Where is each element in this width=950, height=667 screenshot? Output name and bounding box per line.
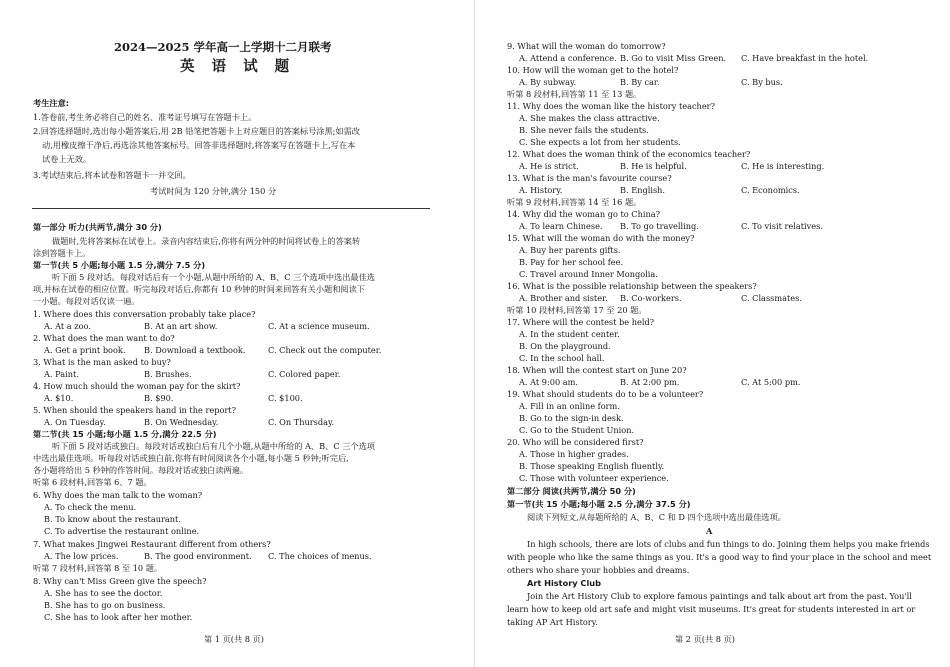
section1-intro: 项,并标在试卷的相应位置。听完每段对话后,你都有 10 秒钟的时间来回答有关小题和阅读下 xyxy=(33,284,365,294)
option-c: C. Go to the Student Union. xyxy=(519,425,635,435)
option-a: A. Get a print book. xyxy=(44,345,126,355)
page-number: 第 2 页(共 8 页) xyxy=(675,634,735,644)
option-c: C. The choices of menus. xyxy=(268,551,372,561)
option-b: B. Pay for her school fee. xyxy=(519,257,624,267)
option-b: B. English. xyxy=(620,185,666,195)
exam-time: 考试时间为 120 分钟,满分 150 分 xyxy=(150,186,277,196)
question-stem: 2. What does the man want to do? xyxy=(33,333,175,343)
option-a: A. She makes the class attractive. xyxy=(519,113,660,123)
question-stem: 7. What makes Jingwei Restaurant different from others? xyxy=(33,539,271,549)
question-stem: 1. Where does this conversation probably take place? xyxy=(33,309,256,319)
option-a: A. He is strict. xyxy=(519,161,579,171)
part2-intro: 阅读下列短文,从每题所给的 A、B、C 和 D 四个选项中选出最佳选项。 xyxy=(527,512,786,522)
part1-heading: 第一部分 听力(共两节,满分 30 分) xyxy=(33,222,162,232)
question-stem: 8. Why can't Miss Green give the speech? xyxy=(33,576,207,586)
notice-line: 2.回答选择题时,选出每小题答案后,用 2B 铅笔把答题卡上对应题目的答案标号涂黑;如需改 xyxy=(33,126,360,136)
section2-intro: 中选出最佳选项。听每段对话或独白前,你将有时间阅读各个小题,每小题 5 秒钟;听完后, xyxy=(33,453,349,463)
question-stem: 9. What will the woman do tomorrow? xyxy=(507,41,666,51)
passage-line: others who share your hobbies and dreams. xyxy=(507,565,690,575)
option-c: C. Have breakfast in the hotel. xyxy=(741,53,869,63)
question-stem: 12. What does the woman think of the economics teacher? xyxy=(507,149,751,159)
option-b: B. She has to go on business. xyxy=(44,600,166,610)
option-c: C. Those with volunteer experience. xyxy=(519,473,669,483)
option-c: C. Classmates. xyxy=(741,293,802,303)
material-note: 听第 9 段材料,回答第 14 至 16 题。 xyxy=(507,197,642,207)
section2-heading: 第二节(共 15 小题;每小题 1.5 分,满分 22.5 分) xyxy=(33,429,217,439)
option-a: A. She has to see the doctor. xyxy=(44,588,163,598)
section2-intro: 各小题将给出 5 秒钟的作答时间。每段对话或独白读两遍。 xyxy=(33,465,249,475)
option-b: B. Go to visit Miss Green. xyxy=(620,53,727,63)
option-c: C. Economics. xyxy=(741,185,800,195)
option-b: B. She never fails the students. xyxy=(519,125,649,135)
option-b: B. Co-workers. xyxy=(620,293,682,303)
part2-section1-heading: 第一节(共 15 小题;每小题 2.5 分,满分 37.5 分) xyxy=(507,499,691,509)
material-note: 听第 8 段材料,回答第 11 至 13 题。 xyxy=(507,89,642,99)
question-stem: 14. Why did the woman go to China? xyxy=(507,209,661,219)
exam-title: 2024—2025 学年高一上学期十二月联考 xyxy=(114,40,332,54)
material-note: 听第 6 段材料,回答第 6、7 题。 xyxy=(33,477,152,487)
option-b: B. Brushes. xyxy=(144,369,192,379)
option-a: A. Brother and sister. xyxy=(519,293,608,303)
option-c: C. By bus. xyxy=(741,77,783,87)
option-a: A. To check the menu. xyxy=(44,502,137,512)
option-b: B. $90. xyxy=(144,393,174,403)
option-b: B. He is helpful. xyxy=(620,161,687,171)
passage-line: taking AP Art History. xyxy=(507,617,598,627)
option-b: B. At an art show. xyxy=(144,321,218,331)
notice-line: 3.考试结束后,将本试卷和答题卡一并交回。 xyxy=(33,170,191,180)
material-note: 听第 7 段材料,回答第 8 至 10 题。 xyxy=(33,563,163,573)
question-stem: 5. When should the speakers hand in the report? xyxy=(33,405,236,415)
page-fold xyxy=(474,0,475,667)
option-a: A. Paint. xyxy=(44,369,79,379)
option-c: C. $100. xyxy=(268,393,303,403)
option-c: C. Colored paper. xyxy=(268,369,341,379)
option-c: C. He is interesting. xyxy=(741,161,825,171)
option-b: B. By car. xyxy=(620,77,660,87)
club-title: Art History Club xyxy=(527,578,601,588)
option-a: A. Attend a conference. xyxy=(519,53,617,63)
option-c: C. To visit relatives. xyxy=(741,221,823,231)
option-a: A. At a zoo. xyxy=(44,321,91,331)
notice-line: 动,用橡皮擦干净后,再选涂其他答案标号。回答非选择题时,将答案写在答题卡上,写在本 xyxy=(42,140,356,150)
option-a: A. Those in higher grades. xyxy=(519,449,629,459)
option-c: C. At a science museum. xyxy=(268,321,370,331)
question-stem: 4. How much should the woman pay for the skirt? xyxy=(33,381,241,391)
section2-intro: 听下面 5 段对话或独白。每段对话或独白后有几个小题,从题中所给的 A、B、C 三个选项 xyxy=(52,441,375,451)
option-c: C. To advertise the restaurant online. xyxy=(44,526,200,536)
option-c: C. In the school hall. xyxy=(519,353,605,363)
option-a: A. By subway. xyxy=(519,77,577,87)
passage-line: with people who like the same things as you. It's a good way to find your place in the school and meet xyxy=(507,552,932,562)
question-stem: 6. Why does the man talk to the woman? xyxy=(33,490,203,500)
section1-intro: 一小题。每段对话仅读一遍。 xyxy=(33,296,140,306)
option-b: B. On the playground. xyxy=(519,341,611,351)
option-a: A. In the student center. xyxy=(519,329,620,339)
option-a: A. On Tuesday. xyxy=(44,417,106,427)
part1-intro: 做题时,先将答案标在试卷上。录音内容结束后,你将有两分钟的时间将试卷上的答案转 xyxy=(52,236,361,246)
option-c: C. She expects a lot from her students. xyxy=(519,137,681,147)
passage-line: Join the Art History Club to explore famous paintings and talk about art from the past. You'll xyxy=(527,591,912,601)
option-c: C. At 5:00 pm. xyxy=(741,377,801,387)
option-a: A. Buy her parents gifts. xyxy=(519,245,621,255)
option-b: B. The good environment. xyxy=(144,551,252,561)
option-a: A. Fill in an online form. xyxy=(519,401,620,411)
passage-letter: A xyxy=(706,526,713,536)
option-a: A. At 9:00 am. xyxy=(519,377,579,387)
option-b: B. Download a textbook. xyxy=(144,345,246,355)
question-stem: 11. Why does the woman like the history teacher? xyxy=(507,101,715,111)
option-b: B. Those speaking English fluently. xyxy=(519,461,665,471)
section1-heading: 第一节(共 5 小题;每小题 1.5 分,满分 7.5 分) xyxy=(33,260,206,270)
question-stem: 3. What is the man asked to buy? xyxy=(33,357,171,367)
option-a: A. To learn Chinese. xyxy=(519,221,603,231)
option-b: B. To go travelling. xyxy=(620,221,699,231)
option-b: B. Go to the sign-in desk. xyxy=(519,413,624,423)
part2-heading: 第二部分 阅读(共两节,满分 50 分) xyxy=(507,486,636,496)
passage-line: learn how to keep old art safe and might visit museums. It's great for students interested in art or xyxy=(507,604,916,614)
divider xyxy=(32,208,430,209)
option-c: C. Travel around Inner Mongolia. xyxy=(519,269,658,279)
material-note: 听第 10 段材料,回答第 17 至 20 题。 xyxy=(507,305,647,315)
question-stem: 17. Where will the contest be held? xyxy=(507,317,655,327)
exam-subject: 英 语 试 题 xyxy=(180,59,296,75)
option-c: C. On Thursday. xyxy=(268,417,335,427)
question-stem: 16. What is the possible relationship between the speakers? xyxy=(507,281,757,291)
question-stem: 20. Who will be considered first? xyxy=(507,437,644,447)
page-number: 第 1 页(共 8 页) xyxy=(204,634,264,644)
option-c: C. She has to look after her mother. xyxy=(44,612,193,622)
option-b: B. To know about the restaurant. xyxy=(44,514,181,524)
question-stem: 15. What will the woman do with the money? xyxy=(507,233,695,243)
option-b: B. At 2:00 pm. xyxy=(620,377,680,387)
option-a: A. History. xyxy=(519,185,563,195)
section1-intro: 听下面 5 段对话。每段对话后有一个小题,从题中所给的 A、B、C 三个选项中选出最佳选 xyxy=(52,272,375,282)
option-a: A. $10. xyxy=(44,393,74,403)
part1-intro: 涂到答题卡上。 xyxy=(33,248,91,258)
passage-line: In high schools, there are lots of clubs and fun things to do. Joining them helps you make friends xyxy=(527,539,930,549)
option-c: C. Check out the computer. xyxy=(268,345,382,355)
notice-line: 试卷上无效。 xyxy=(42,154,92,164)
notice-line: 1.答卷前,考生务必将自己的姓名、准考证号填写在答题卡上。 xyxy=(33,112,257,122)
option-b: B. On Wednesday. xyxy=(144,417,219,427)
question-stem: 10. How will the woman get to the hotel? xyxy=(507,65,679,75)
question-stem: 18. When will the contest start on June 20? xyxy=(507,365,687,375)
question-stem: 19. What should students do to be a volunteer? xyxy=(507,389,704,399)
option-a: A. The low prices. xyxy=(44,551,119,561)
question-stem: 13. What is the man's favourite course? xyxy=(507,173,672,183)
notice-heading: 考生注意: xyxy=(33,98,70,108)
